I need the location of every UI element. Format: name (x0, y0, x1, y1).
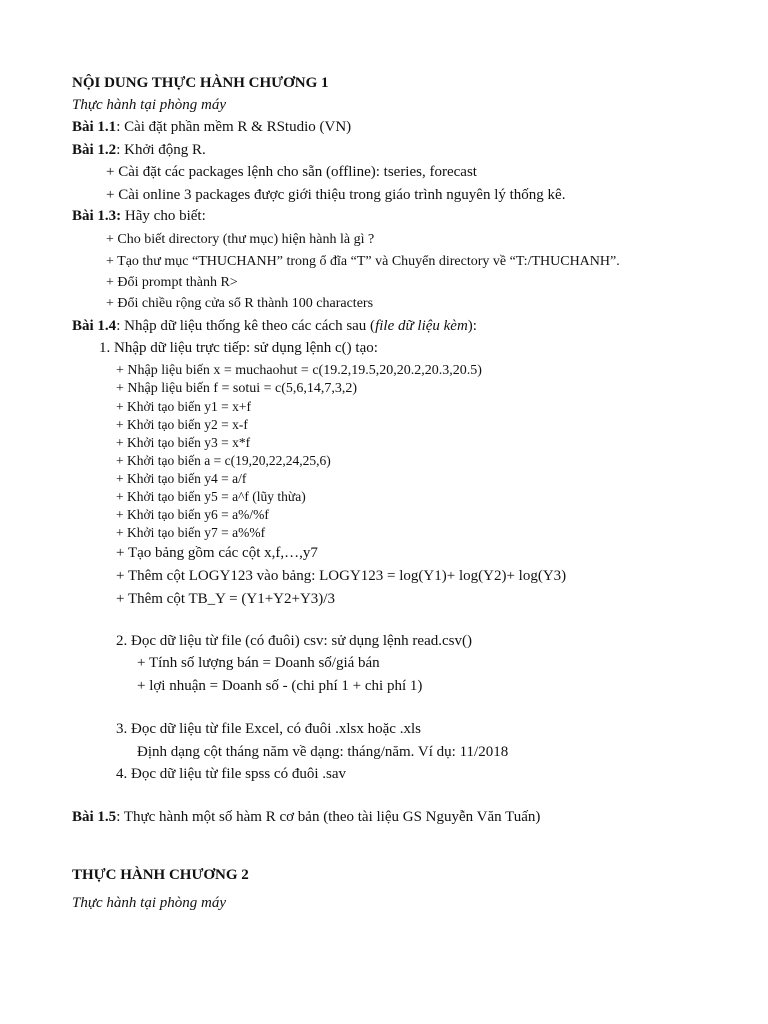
exercise-1-2-item: + Cài đặt các packages lệnh cho sẵn (offline): tseries, forecast (106, 164, 477, 180)
exercise-1-4 (72, 319, 477, 334)
step-1-item: + Khởi tạo biến y5 = a^f (lũy thừa) (116, 489, 306, 504)
exercise-1-3-item: + Cho biết directory (thư mục) hiện hành là gì ? (106, 232, 375, 247)
step-1-item: + Khởi tạo biến a = c(19,20,22,24,25,6) (116, 453, 331, 468)
step-1-item: + Khởi tạo biến y2 = x-f (116, 417, 248, 432)
exercise-1-3-item: + Đổi chiều rộng cửa sổ R thành 100 characters (106, 296, 374, 311)
step-2-item: + Tính số lượng bán = Doanh số/giá bán (137, 655, 380, 671)
exercise-1-4-file-note: file dữ liệu kèm (375, 318, 468, 334)
exercise-1-3-text: Hãy cho biết: (121, 208, 206, 224)
chapter1-title: NỘI DUNG THỰC HÀNH CHƯƠNG 1 (72, 75, 329, 91)
chapter1-subtitle: Thực hành tại phòng máy (72, 97, 227, 113)
step-1-item: + Khởi tạo biến y3 = x*f (116, 435, 251, 450)
exercise-1-2 (72, 143, 206, 158)
step-1-item: + Khởi tạo biến y4 = a/f (116, 471, 247, 486)
step-3-heading: 3. Đọc dữ liệu từ file Excel, có đuôi .xlsx hoặc .xls (116, 721, 421, 737)
exercise-1-5-text: : Thực hành một số hàm R cơ bản (theo tài liệu GS Nguyễn Văn Tuấn) (116, 809, 541, 825)
exercise-1-1-text: : Cài đặt phần mềm R & RStudio (VN) (116, 119, 352, 135)
exercise-1-4-label: Bài 1.4 (72, 318, 117, 334)
step-1-item: + Thêm cột LOGY123 vào bảng: LOGY123 = log(Y1)+ log(Y2)+ log(Y3) (116, 568, 567, 584)
chapter2-subtitle: Thực hành tại phòng máy (72, 895, 227, 911)
step-1-item: + Nhập liệu biến x = muchaohut = c(19.2,19.5,20,20.2,20.3,20.5) (116, 363, 482, 378)
exercise-1-5 (72, 810, 540, 825)
exercise-1-1 (72, 120, 351, 135)
exercise-1-1-label: Bài 1.1 (72, 119, 117, 135)
exercise-1-3-label: Bài 1.3: (72, 208, 122, 224)
step-3-detail: Định dạng cột tháng năm về dạng: tháng/năm. Ví dụ: 11/2018 (137, 744, 509, 760)
step-4-heading: 4. Đọc dữ liệu từ file spss có đuôi .sav (116, 766, 346, 782)
chapter2-title: THỰC HÀNH CHƯƠNG 2 (72, 867, 249, 883)
step-1-item: + Nhập liệu biến f = sotui = c(5,6,14,7,3,2) (116, 381, 358, 396)
step-1-item: + Khởi tạo biến y7 = a%%f (116, 525, 266, 540)
exercise-1-3-item: + Tạo thư mục “THUCHANH” trong ổ đĩa “T” và Chuyển directory về “T:/THUCHANH”. (106, 254, 620, 269)
exercise-1-5-label: Bài 1.5 (72, 809, 117, 825)
exercise-1-3 (72, 209, 206, 224)
step-2-item: + lợi nhuận = Doanh số - (chi phí 1 + chi phí 1) (137, 678, 423, 694)
exercise-1-2-label: Bài 1.2 (72, 142, 117, 158)
exercise-1-4-text: : Nhập dữ liệu thống kê theo các cách sau ( (116, 318, 376, 334)
step-1-heading: 1. Nhập dữ liệu trực tiếp: sử dụng lệnh c() tạo: (99, 340, 378, 356)
exercise-1-2-item: + Cài online 3 packages được giới thiệu trong giáo trình nguyên lý thống kê. (106, 187, 566, 203)
step-1-item: + Thêm cột TB_Y = (Y1+Y2+Y3)/3 (116, 591, 335, 607)
exercise-1-3-item: + Đổi prompt thành R> (106, 275, 238, 290)
exercise-1-2-text: : Khởi động R. (116, 142, 206, 158)
step-1-item: + Tạo bảng gồm các cột x,f,…,y7 (116, 545, 318, 561)
step-1-item: + Khởi tạo biến y1 = x+f (116, 399, 251, 414)
step-1-item: + Khởi tạo biến y6 = a%/%f (116, 507, 269, 522)
exercise-1-4-text-end: ): (467, 318, 477, 334)
step-2-heading: 2. Đọc dữ liệu từ file (có đuôi) csv: sử dụng lệnh read.csv() (116, 633, 472, 649)
